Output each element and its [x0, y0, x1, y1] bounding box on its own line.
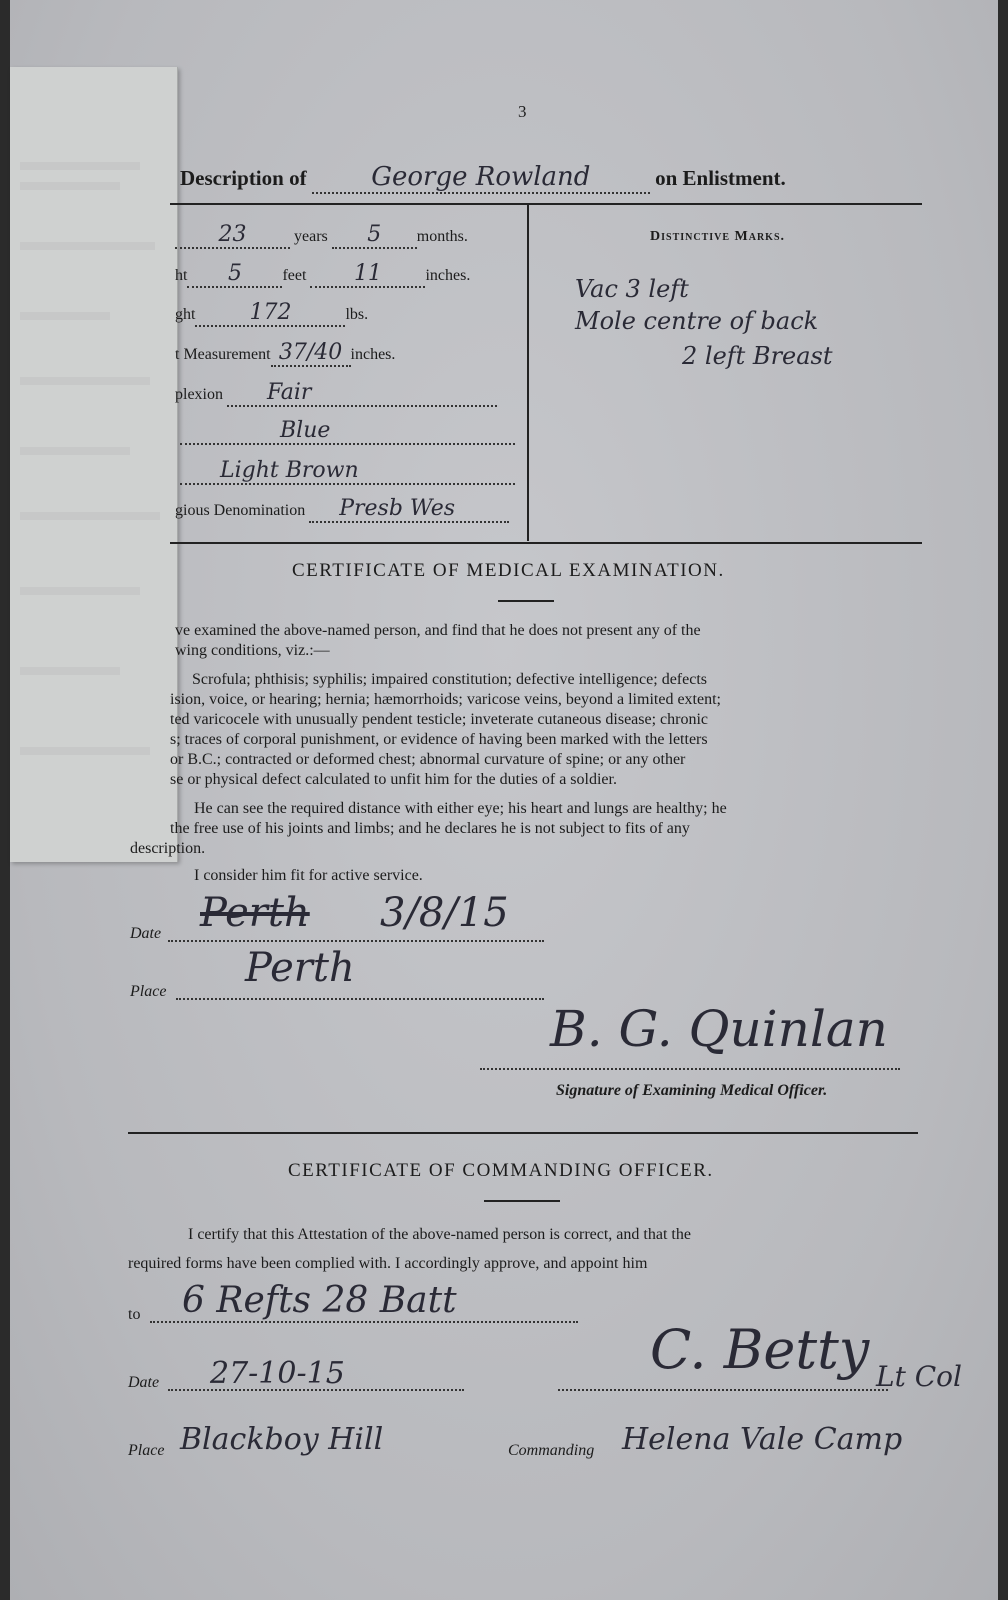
- commanding-signature-line: [558, 1389, 888, 1391]
- lower-rule: [128, 1132, 918, 1134]
- weight-value: 172: [249, 300, 292, 325]
- mid-rule: [170, 542, 922, 544]
- certify-line: I certify that this Attestation of the above-named person is correct, and that the: [188, 1226, 691, 1243]
- medical-place-value: Perth: [245, 945, 355, 991]
- medical-title-underline: [498, 600, 554, 602]
- distinctive-mark-3: 2 left Breast: [682, 342, 833, 370]
- eyes-value: Blue: [280, 418, 331, 443]
- age-years-label: years: [294, 228, 328, 245]
- commanding-certificate-title: CERTIFICATE OF COMMANDING OFFICER.: [288, 1160, 714, 1181]
- age-field: [175, 222, 468, 249]
- top-rule: [170, 203, 922, 205]
- appoint-to-line: [150, 1321, 578, 1323]
- complexion-label: plexion: [175, 386, 223, 403]
- height-inches-label: inches.: [425, 267, 471, 284]
- weight-field: [175, 300, 368, 327]
- medical-signature-caption: Signature of Examining Medical Officer.: [556, 1082, 828, 1099]
- commanding-place-value: Blackboy Hill: [180, 1422, 384, 1457]
- conditions-line: se or physical defect calculated to unfit him for the duties of a soldier.: [170, 771, 617, 788]
- appoint-to-value: 6 Refts 28 Batt: [182, 1280, 457, 1321]
- chest-value: 37/40: [278, 340, 343, 365]
- recruit-name: George Rowland: [371, 162, 591, 192]
- height-field: [175, 261, 470, 288]
- height-prefix: ht: [175, 267, 188, 284]
- attestation-page: [10, 0, 998, 1600]
- medical-officer-signature: B. G. Quinlan: [550, 1000, 888, 1058]
- conditions-line: ision, voice, or hearing; hernia; hæmorrhoids; varicose veins, beyond a limited extent;: [170, 691, 721, 708]
- hair-value: Light Brown: [220, 458, 359, 483]
- religion-value: Presb Wes: [339, 496, 456, 521]
- fit-statement: I consider him fit for active service.: [194, 867, 423, 884]
- certify-paragraph: [128, 1220, 918, 1278]
- overlapping-paper-strip: [10, 67, 178, 862]
- age-months-label: months.: [416, 228, 468, 245]
- column-divider: [527, 205, 529, 541]
- age-months: 5: [367, 222, 382, 247]
- complexion-field: [175, 380, 497, 407]
- commanding-title-underline: [484, 1200, 560, 1202]
- medical-intro-line-1: ve examined the above-named person, and find that he does not present any of the: [175, 622, 701, 639]
- religion-label: gious Denomination: [175, 502, 306, 519]
- medical-certificate-title: CERTIFICATE OF MEDICAL EXAMINATION.: [292, 560, 725, 581]
- medical-date-value: 3/8/15: [380, 890, 509, 936]
- medical-signature-line: [480, 1068, 900, 1070]
- conditions-line: ted varicocele with unusually pendent testicle; inveterate cutaneous disease; chronic: [170, 711, 709, 728]
- commanding-value: Helena Vale Camp: [622, 1422, 903, 1457]
- eyes-field: [180, 418, 515, 445]
- conditions-line: s; traces of corporal punishment, or evidence of having been marked with the letters: [170, 731, 708, 748]
- medical-date-line: [168, 940, 544, 942]
- height-feet: 5: [227, 261, 242, 286]
- title-suffix: on Enlistment.: [655, 166, 786, 190]
- medical-place-label: Place: [130, 983, 167, 1000]
- page-number: 3: [518, 102, 527, 121]
- conditions-list: [170, 670, 920, 790]
- weight-prefix: ght: [175, 306, 196, 323]
- distinctive-mark-1: Vac 3 left: [575, 275, 689, 303]
- conditions-line: or B.C.; contracted or deformed chest; abnormal curvature of spine; or any other: [170, 751, 686, 768]
- distinctive-marks-heading: Distinctive Marks.: [650, 229, 786, 244]
- commanding-officer-signature: C. Betty: [650, 1318, 870, 1381]
- para2-line: He can see the required distance with either eye; his heart and lungs are healthy; he: [194, 800, 727, 817]
- appoint-to-label: to: [128, 1306, 141, 1323]
- weight-label: lbs.: [345, 306, 369, 323]
- height-feet-label: feet: [282, 267, 307, 284]
- description-title: [180, 162, 786, 194]
- medical-para-2: [130, 799, 920, 859]
- medical-intro: [175, 621, 920, 661]
- complexion-value: Fair: [267, 380, 312, 405]
- commanding-date-value: 27-10-15: [210, 1356, 345, 1391]
- height-inches: 11: [353, 261, 382, 286]
- medical-date-label: Date: [130, 925, 162, 942]
- chest-label: t Measurement: [175, 346, 271, 363]
- hair-field: [180, 458, 515, 485]
- commanding-date-label: Date: [128, 1374, 160, 1391]
- chest-units: inches.: [350, 346, 396, 363]
- chest-field: [175, 340, 395, 367]
- para2-line: the free use of his joints and limbs; and he declares he is not subject to fits of any: [170, 820, 690, 837]
- age-years: 23: [218, 222, 247, 247]
- certify-line: required forms have been complied with. I accordingly approve, and appoint him: [128, 1255, 648, 1272]
- conditions-line: Scrofula; phthisis; syphilis; impaired constitution; defective intelligence; defects: [192, 671, 707, 688]
- medical-intro-line-2: wing conditions, viz.:—: [175, 642, 330, 659]
- commanding-place-label: Place: [128, 1442, 165, 1459]
- commanding-officer-rank: Lt Col: [876, 1360, 962, 1393]
- distinctive-mark-2: Mole centre of back: [575, 307, 819, 335]
- commanding-label: Commanding: [508, 1442, 595, 1459]
- religion-field: [175, 496, 509, 523]
- para2-line: description.: [130, 840, 206, 857]
- title-prefix: Description of: [180, 166, 307, 190]
- medical-place-line: [176, 998, 544, 1000]
- medical-date-struck: Perth: [200, 890, 310, 936]
